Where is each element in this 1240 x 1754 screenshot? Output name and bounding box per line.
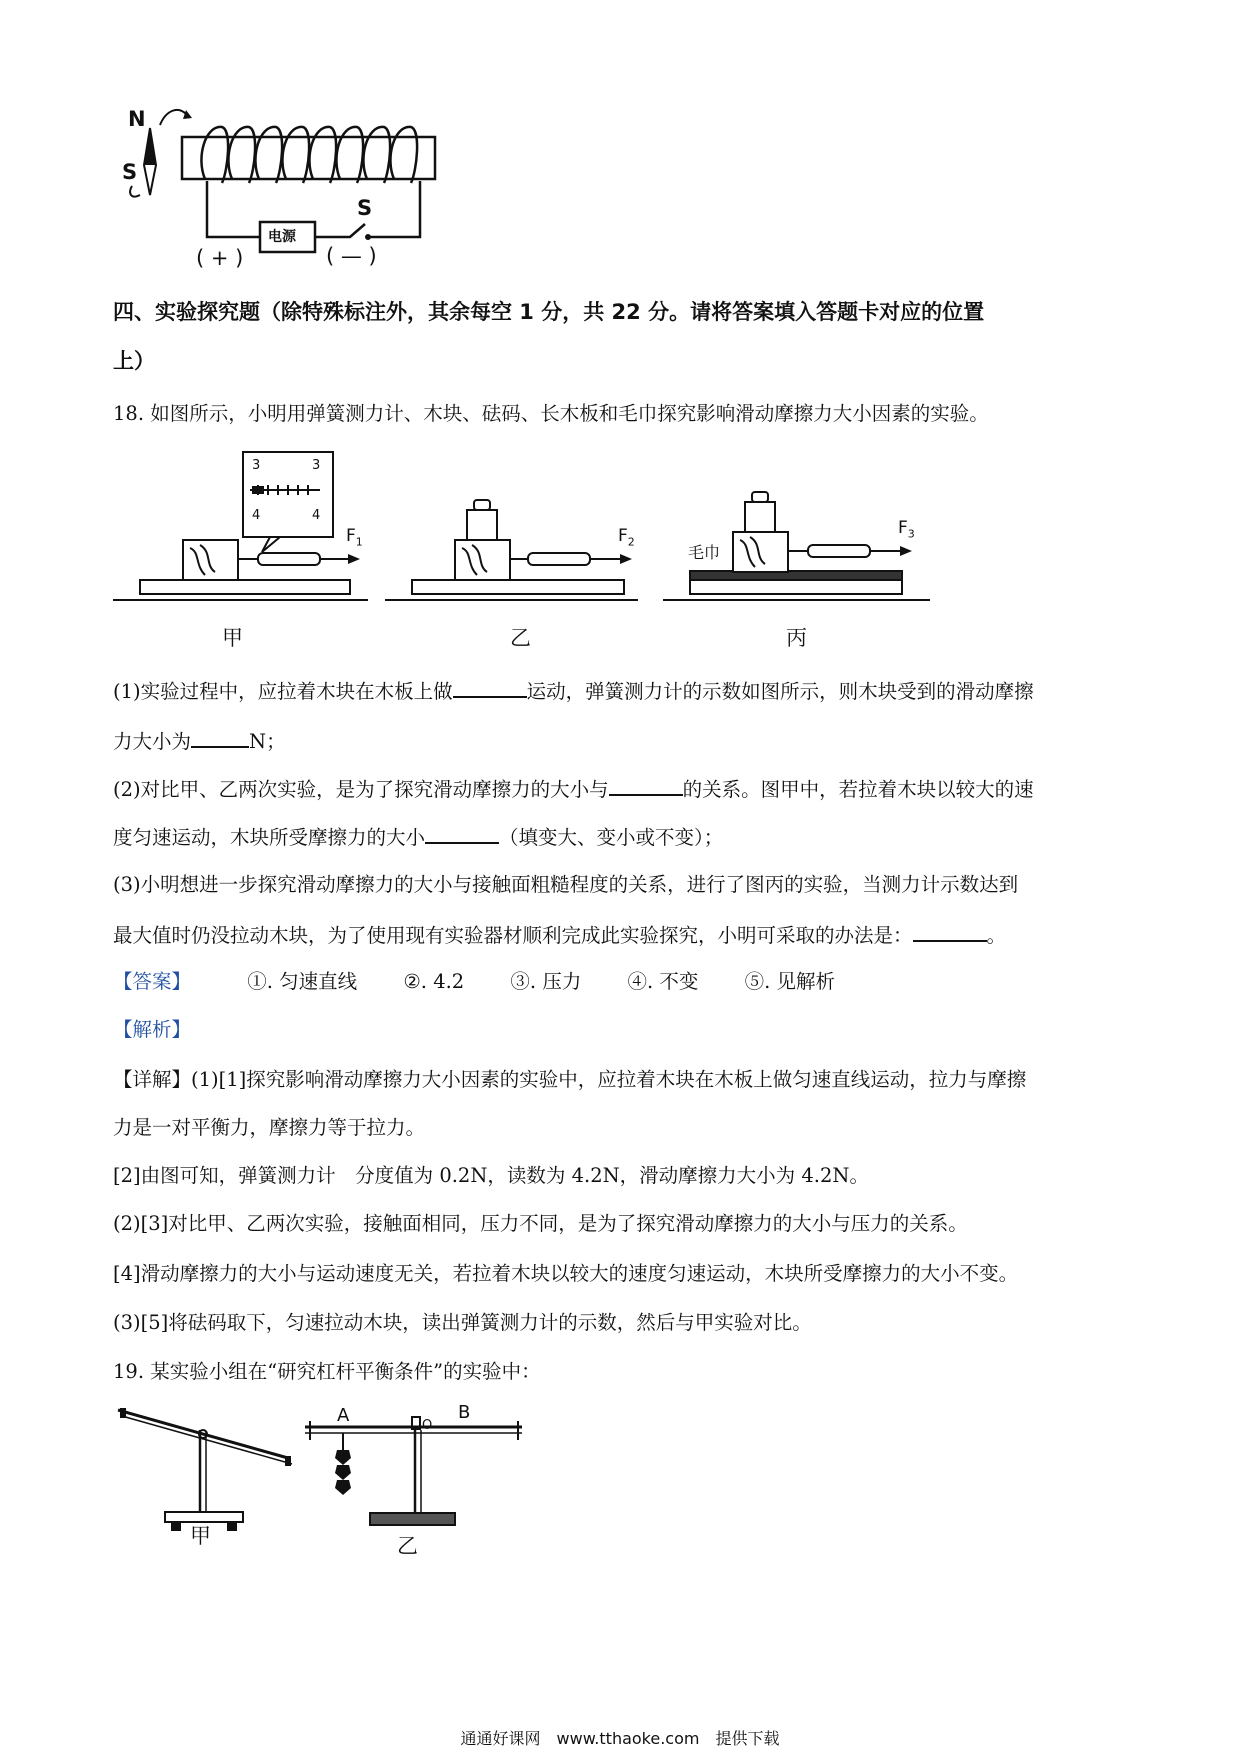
answer-item-5: ⑤. 见解析 <box>744 970 836 993</box>
scale-mark-top-right: 3 <box>312 458 321 473</box>
answer-item-2: ②. 4.2 <box>403 970 465 993</box>
q18-part2-text-d: （填变大、变小或不变）； <box>499 826 724 849</box>
figure-label-yi: 乙 <box>510 626 531 650</box>
lever-figure-label-jia: 甲 <box>190 1524 211 1548</box>
q19-stem: 19. 某实验小组在“研究杠杆平衡条件”的实验中： <box>113 1360 541 1383</box>
scale-mark-top-left: 3 <box>252 458 261 473</box>
scale-mark-bottom-right: 4 <box>312 508 321 523</box>
q18-part2-text-c: 度匀速运动，木块所受摩擦力的大小 <box>113 826 426 849</box>
q18-part1-text-b: 运动，弹簧测力计的示数如图所示，则木块受到的滑动摩擦 <box>526 680 1034 703</box>
figure-label-jia: 甲 <box>222 626 243 650</box>
power-source-label: 电源 <box>268 229 296 245</box>
section-heading-line1: 四、实验探究题（除特殊标注外，其余每空 1 分，共 22 分。请将答案填入答题卡对应的位置 <box>113 300 985 324</box>
q18-part1-text-a: (1)实验过程中，应拉着木块在木板上做 <box>113 680 453 703</box>
q18-part3-text-b: 最大值时仍没拉动木块，为了使用现有实验器材顺利完成此实验探究，小明可采取的办法是： <box>113 924 913 947</box>
q18-detail-1a: 【详解】(1)[1]探究影响滑动摩擦力大小因素的实验中，应拉着木块在木板上做匀速直线运动，拉力与摩擦 <box>113 1068 1027 1091</box>
q18-detail-1b: 力是一对平衡力，摩擦力等于拉力。 <box>113 1116 426 1139</box>
lever-point-a-label: A <box>337 1405 350 1426</box>
force-f2-label: $F_2$ <box>618 526 635 549</box>
page-footer: 通通好课网 www.tthaoke.com 提供下载 <box>460 1729 780 1748</box>
q18-part3-text-c: 。 <box>986 924 1007 947</box>
negative-terminal-label: ( — ) <box>326 244 377 268</box>
answer-tag: 【答案】 <box>113 970 192 993</box>
lever-point-b-label: B <box>458 1402 471 1423</box>
compass-n-label: N <box>128 107 146 131</box>
answer-item-4: ④. 不变 <box>627 970 699 993</box>
lever-figure-label-yi: 乙 <box>397 1534 418 1558</box>
scale-mark-bottom-left: 4 <box>252 508 261 523</box>
answer-item-3: ③. 压力 <box>510 970 582 993</box>
q18-stem: 18. 如图所示，小明用弹簧测力计、木块、砝码、长木板和毛巾探究影响滑动摩擦力大小因素的实验。 <box>113 402 989 425</box>
q18-detail-5: (3)[5]将砝码取下，匀速拉动木块，读出弹簧测力计的示数，然后与甲实验对比。 <box>113 1311 812 1334</box>
q18-detail-3: (2)[3]对比甲、乙两次实验，接触面相同，压力不同，是为了探究滑动摩擦力的大小与压力的关系。 <box>113 1212 968 1235</box>
q18-part2-text-b: 的关系。图甲中，若拉着木块以较大的速 <box>682 778 1034 801</box>
force-f3-label: $F_3$ <box>898 518 915 541</box>
section-heading-line2: 上） <box>113 349 155 373</box>
compass-s-label: S <box>122 160 138 184</box>
q18-part2-text-a: (2)对比甲、乙两次实验，是为了探究滑动摩擦力的大小与 <box>113 778 609 801</box>
q18-part1-text-d: N； <box>249 730 286 753</box>
analysis-tag: 【解析】 <box>113 1018 192 1041</box>
positive-terminal-label: ( + ) <box>196 246 244 270</box>
force-f1-label: $F_1$ <box>346 526 363 549</box>
answer-item-1: ①. 匀速直线 <box>247 970 358 993</box>
q18-detail-4: [4]滑动摩擦力的大小与运动速度无关，若拉着木块以较大的速度匀速运动，木块所受摩擦力的大小不变。 <box>113 1262 1019 1285</box>
towel-label: 毛巾 <box>688 543 721 562</box>
q18-detail-2: [2]由图可知，弹簧测力计 分度值为 0.2N，读数为 4.2N，滑动摩擦力大小为 4.2N。 <box>113 1164 869 1187</box>
figure-label-bing: 丙 <box>786 626 807 650</box>
lever-pivot-o-label: O <box>422 1418 433 1433</box>
q18-part3-line1: (3)小明想进一步探究滑动摩擦力的大小与接触面粗糙程度的关系，进行了图丙的实验，当测力计示数达到 <box>113 873 1019 896</box>
q18-part1-text-c: 力大小为 <box>113 730 192 753</box>
switch-label: S <box>357 196 373 220</box>
